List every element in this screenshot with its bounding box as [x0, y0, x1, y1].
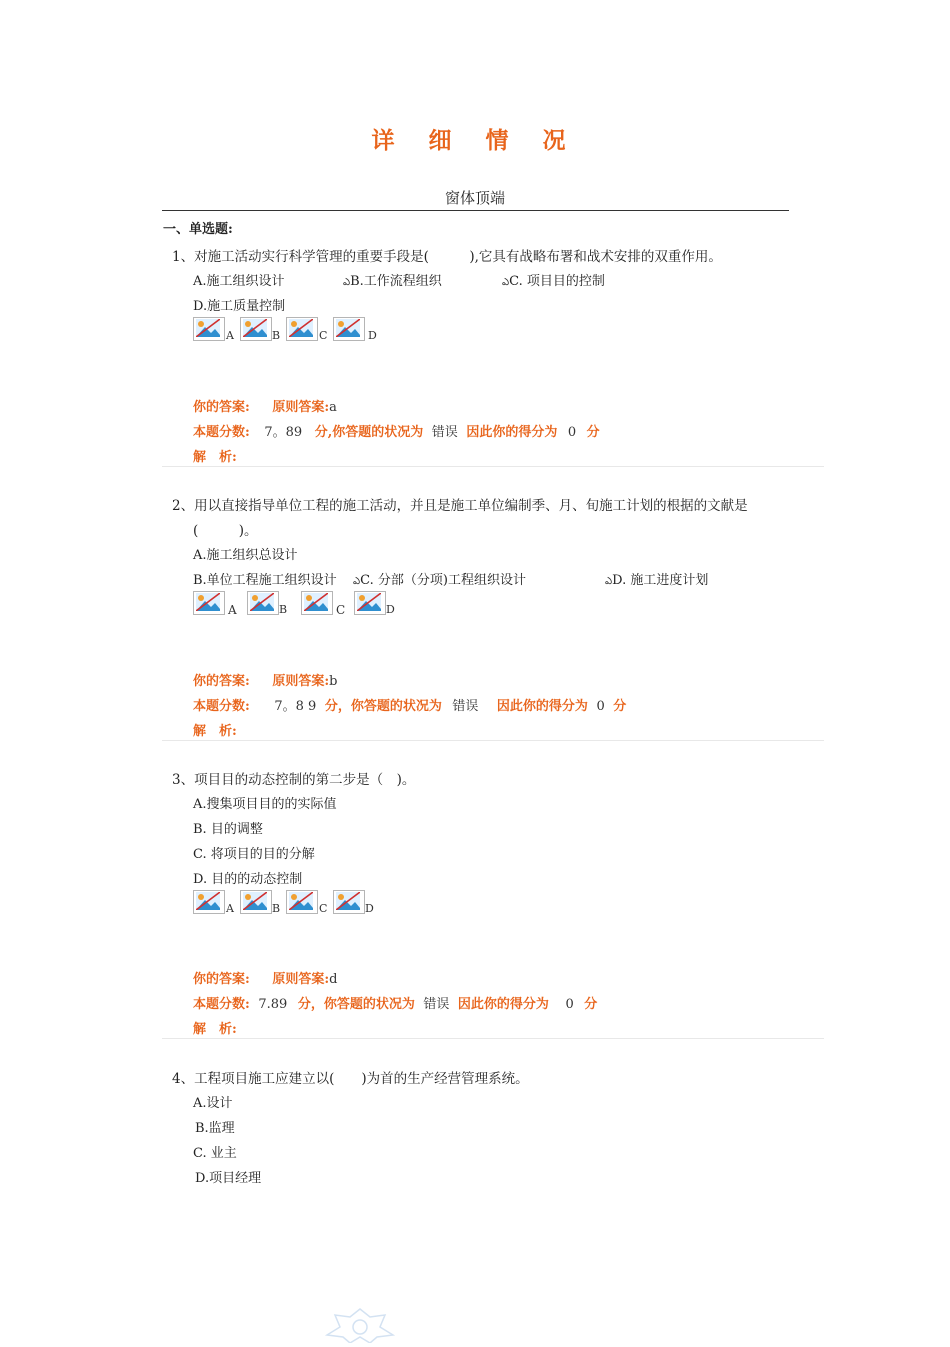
question-body: 用以直接指导单位工程的施工活动，并且是施工单位编制季、月、旬施工计划的根据的文献是 [194, 498, 748, 514]
radio-label: D [365, 902, 374, 915]
radio-label: B [272, 902, 281, 915]
q4-option-b[interactable]: B.监理 [195, 1121, 235, 1136]
header-divider [162, 210, 789, 211]
status-value: 错误 [431, 425, 458, 440]
broken-image-icon[interactable] [240, 890, 272, 914]
result-unit: 分 [613, 699, 627, 714]
question-3-text [172, 768, 415, 788]
q2-option-a[interactable]: A.施工组织总设计 [193, 548, 298, 563]
std-answer-label: 原则答案: [272, 972, 330, 987]
broken-image-icon[interactable] [333, 890, 365, 914]
question-separator [162, 466, 824, 467]
q2-option-c[interactable]: ఎC. 分部（分项)工程组织设计 [353, 573, 526, 588]
radio-label: C [319, 329, 328, 342]
q3-option-b[interactable]: B. 目的调整 [193, 822, 263, 837]
radio-marker-icon: ఎ [353, 576, 361, 587]
question-body: 对施工活动实行科学管理的重要手段是( ),它具有战略布署和战术安排的双重作用。 [194, 249, 722, 265]
radio-label: C [319, 902, 328, 915]
result-unit: 分 [584, 997, 598, 1012]
radio-label: A [226, 902, 234, 915]
broken-image-icon[interactable] [301, 591, 333, 615]
result-label: 因此你的得分为 [496, 699, 588, 714]
std-answer-value: b [329, 674, 338, 689]
score-value: 7.89 [258, 997, 288, 1012]
q3-score-line [193, 993, 597, 1012]
std-answer-value: a [329, 400, 337, 415]
question-separator [162, 740, 824, 741]
radio-marker-icon: ఎ [605, 576, 613, 587]
result-label: 因此你的得分为 [457, 997, 549, 1012]
your-answer-label: 你的答案: [193, 972, 250, 987]
score-rest: 分，你答题的状况为 [324, 699, 442, 714]
q1-analysis: 解 析: [193, 450, 237, 465]
std-answer-label: 原则答案: [272, 674, 330, 689]
q1-score-line [193, 421, 600, 440]
q3-option-c[interactable]: C. 将项目的目的分解 [193, 847, 315, 862]
q1-option-b[interactable]: ఎB.工作流程组织 [343, 274, 442, 289]
question-4-text [172, 1067, 529, 1087]
broken-image-icon[interactable] [286, 317, 318, 341]
question-number: 3、 [172, 772, 195, 788]
score-value: 7。89 [264, 425, 303, 440]
question-1-text [172, 245, 722, 265]
form-top-label: 窗体顶端 [444, 189, 505, 207]
question-number: 2、 [172, 498, 195, 514]
status-value: 错误 [452, 699, 479, 714]
radio-marker-icon: ఎ [343, 277, 351, 288]
q1-answer-line [193, 396, 337, 415]
q1-option-d[interactable]: D.施工质量控制 [193, 299, 286, 314]
watermark-emblem-icon [325, 1307, 395, 1347]
score-label: 本题分数: [193, 425, 250, 440]
broken-image-icon[interactable] [247, 591, 279, 615]
result-value: 0 [567, 425, 577, 440]
broken-image-icon[interactable] [193, 890, 225, 914]
q2-score-line [193, 695, 626, 714]
question-separator [162, 1038, 824, 1039]
radio-label: A [228, 603, 237, 617]
broken-image-icon[interactable] [286, 890, 318, 914]
your-answer-label: 你的答案: [193, 400, 250, 415]
result-value: 0 [565, 997, 574, 1012]
q2-option-d[interactable]: ఎD. 施工进度计划 [605, 573, 709, 588]
score-label: 本题分数: [193, 699, 250, 714]
q4-option-c[interactable]: C. 业主 [193, 1146, 237, 1161]
q3-radio-row [193, 890, 393, 916]
broken-image-icon[interactable] [193, 591, 225, 615]
q3-analysis: 解 析: [193, 1022, 237, 1037]
q1-option-a[interactable]: A.施工组织设计 [193, 274, 285, 289]
q3-answer-line [193, 968, 337, 987]
question-body: 工程项目施工应建立以( )为首的生产经营管理系统。 [194, 1071, 529, 1087]
result-label: 因此你的得分为 [466, 425, 558, 440]
q3-option-d[interactable]: D. 目的的动态控制 [193, 872, 303, 887]
question-body: 项目目的动态控制的第二步是（ )。 [194, 772, 416, 788]
q1-option-c[interactable]: ఎC. 项目目的控制 [502, 274, 605, 289]
score-value: 7。8 9 [274, 699, 317, 714]
q2-answer-line [193, 670, 337, 689]
std-answer-label: 原则答案: [272, 400, 330, 415]
question-2-text [172, 494, 748, 514]
question-number: 1、 [172, 249, 195, 265]
question-number: 4、 [172, 1071, 195, 1087]
radio-label: C [336, 603, 346, 617]
score-label: 本题分数: [193, 997, 250, 1012]
q4-option-a[interactable]: A.设计 [193, 1096, 233, 1111]
std-answer-value: d [329, 972, 338, 987]
radio-label: D [368, 329, 377, 342]
status-value: 错误 [423, 997, 450, 1012]
radio-marker-icon: ఎ [502, 277, 510, 288]
broken-image-icon[interactable] [240, 317, 272, 341]
q2-analysis: 解 析: [193, 724, 237, 739]
radio-label: A [226, 329, 234, 342]
broken-image-icon[interactable] [354, 591, 386, 615]
radio-label: D [386, 603, 395, 616]
q2-option-b[interactable]: B.单位工程施工组织设计 [193, 573, 337, 588]
q2-radio-row [193, 591, 413, 617]
score-rest: 分,你答题的状况为 [314, 425, 424, 440]
q1-radio-row [193, 317, 393, 343]
question-2-text-cont: ( )。 [193, 523, 258, 539]
q4-option-d[interactable]: D.项目经理 [195, 1171, 262, 1186]
broken-image-icon[interactable] [333, 317, 365, 341]
section-heading: 一、单选题: [163, 222, 233, 237]
broken-image-icon[interactable] [193, 317, 225, 341]
result-value: 0 [596, 699, 605, 714]
page-title: 详 细 情 况 [371, 127, 579, 154]
radio-label: B [279, 603, 288, 616]
your-answer-label: 你的答案: [193, 674, 250, 689]
score-rest: 分，你答题的状况为 [297, 997, 415, 1012]
q3-option-a[interactable]: A.搜集项目目的的实际值 [193, 797, 337, 812]
result-unit: 分 [586, 425, 600, 440]
radio-label: B [272, 329, 281, 342]
